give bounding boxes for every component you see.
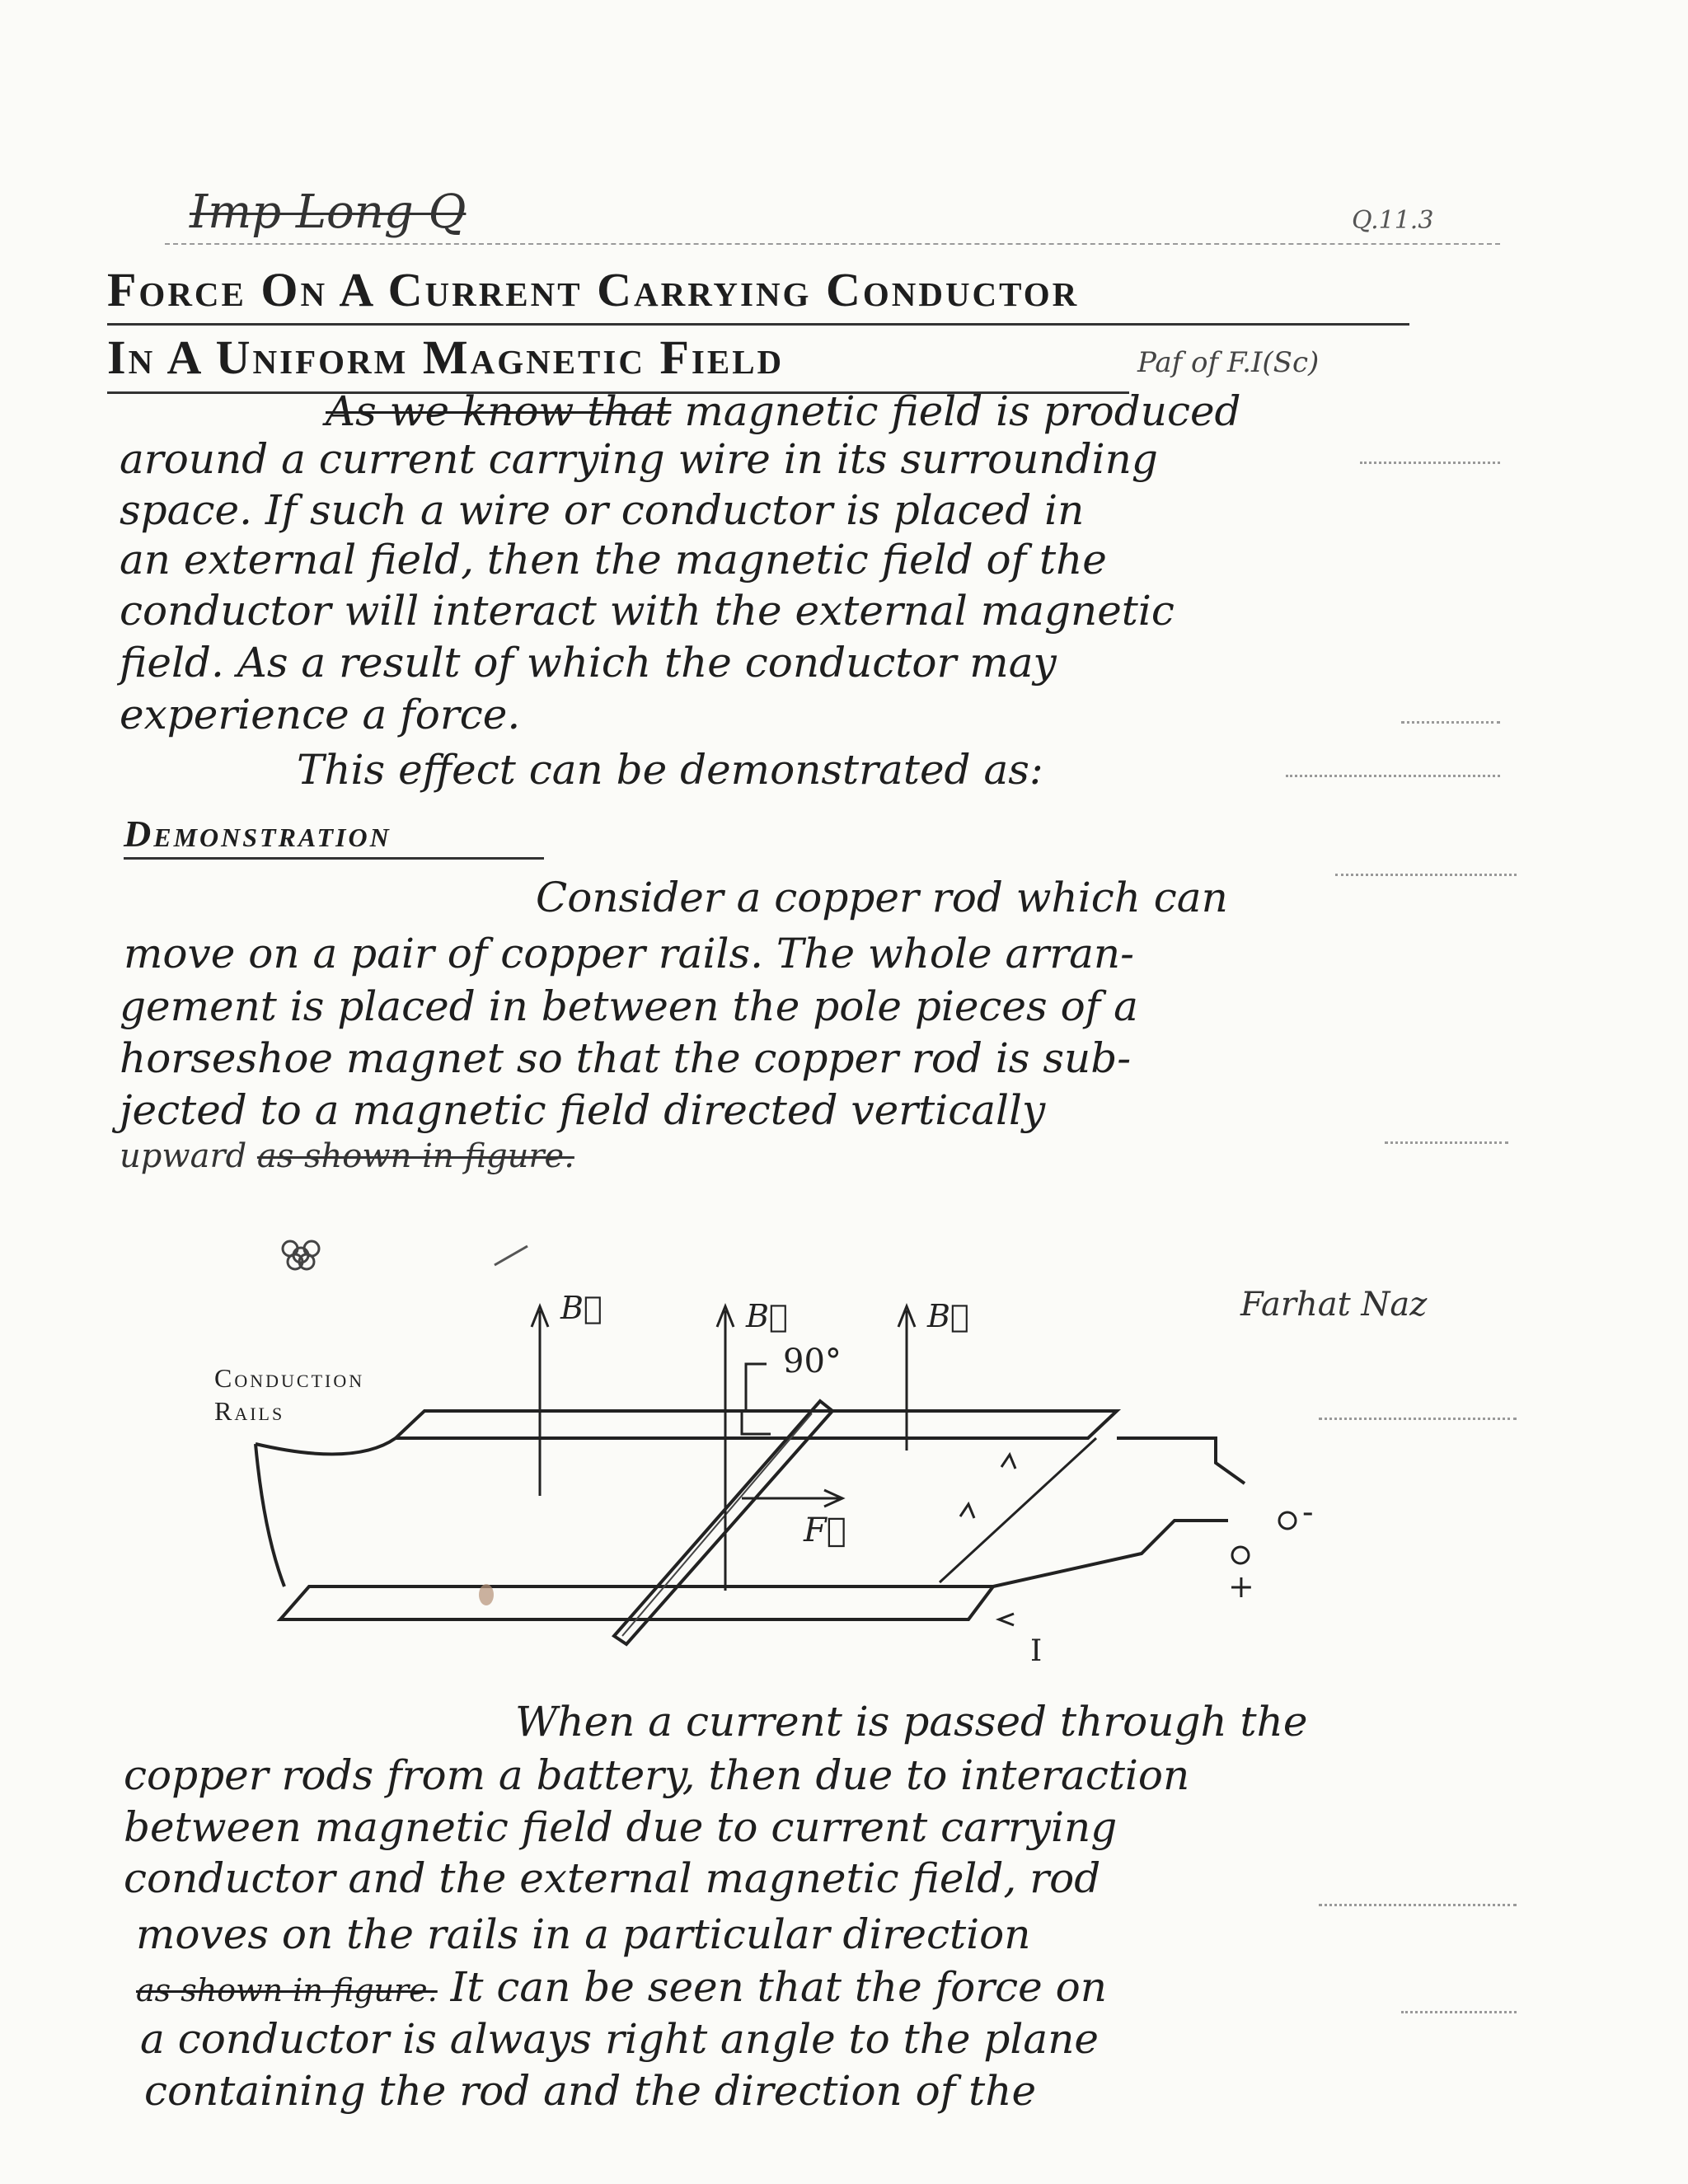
intro-line-3: space. If such a wire or conductor is placed in: [120, 486, 1085, 534]
intro-line-2: around a current carrying wire in its surrounding: [120, 435, 1158, 483]
demo-line-1: Consider a copper rod which can: [536, 874, 1228, 921]
demo-line-3: gement is placed in between the pole pieces of a: [120, 982, 1138, 1030]
demonstration-heading: Demonstration: [124, 813, 392, 855]
intro-line-6: field. As a result of which the conductor may: [120, 639, 1057, 687]
demo-intro-line: This effect can be demonstrated as:: [297, 746, 1043, 794]
intro-line-4: an external field, then the magnetic field of the: [120, 536, 1107, 583]
force-label: F⃗: [804, 1511, 846, 1549]
top-note-text: Imp Long Q: [190, 185, 467, 239]
page-ref: Q.11.3: [1352, 206, 1434, 235]
current-arrow-2: [960, 1504, 974, 1518]
conduction-rails-label: [214, 1361, 364, 1427]
ruled-dots-7: [1319, 1904, 1517, 1906]
demo-last-struck: as shown in figure.: [256, 1137, 574, 1175]
intro-text-1: magnetic field is produced: [684, 387, 1241, 435]
intro-struck: As we know that: [326, 387, 672, 435]
title-ref: Paf of F.I(Sc): [1137, 346, 1320, 379]
plus-terminal: [1232, 1547, 1249, 1563]
flower-doodle-icon: [283, 1241, 319, 1269]
angle-label: 90°: [783, 1343, 842, 1380]
pencil-mark: [495, 1246, 528, 1265]
field-label-1: B⃗: [560, 1290, 603, 1326]
copper-rod-centre: [622, 1413, 812, 1636]
demo-line-4: horseshoe magnet so that the copper rod is sub-: [120, 1034, 1132, 1082]
concl-line-7: a conductor is always right angle to the plane: [140, 2015, 1100, 2063]
plus-label: +: [1228, 1568, 1254, 1605]
ruled-dots-5: [1385, 1141, 1508, 1144]
smudge: [479, 1584, 494, 1605]
current-arrow-1: [1001, 1455, 1015, 1469]
base-outline: [256, 1438, 1245, 1586]
current-arrow-3: [999, 1614, 1014, 1625]
concl-after-struck: It can be seen that the force on: [450, 1963, 1107, 2011]
ruled-dots-8: [1401, 2011, 1517, 2013]
title-line-2: In A Uniform Magnetic Field: [107, 330, 785, 384]
front-rail: [280, 1586, 993, 1619]
concl-line-4: conductor and the external magnetic field, rod: [124, 1854, 1101, 1902]
ruled-dots-2: [1401, 721, 1500, 724]
concl-struck: as shown in figure.: [136, 1972, 438, 2008]
ruled-dots-6: [1319, 1418, 1517, 1420]
label-line-1: Conduction: [214, 1363, 365, 1393]
concl-line-1: When a current is passed through the: [515, 1698, 1308, 1746]
concl-line-3: between magnetic field due to current carrying: [124, 1803, 1118, 1851]
title-line-1: Force On A Current Carrying Conductor: [107, 263, 1080, 316]
field-label-2: B⃗: [746, 1298, 788, 1334]
concl-line-2: copper rods from a battery, then due to interaction: [124, 1751, 1190, 1799]
concl-line-8: containing the rod and the direction of the: [144, 2067, 1037, 2115]
demo-line-2: move on a pair of copper rails. The whole arran-: [124, 930, 1135, 977]
demo-last-plain: upward: [120, 1137, 247, 1175]
right-angle-marker: [746, 1364, 767, 1411]
field-label-3: B⃗: [927, 1298, 969, 1334]
current-label: I: [1030, 1634, 1043, 1668]
minus-terminal: [1279, 1512, 1296, 1529]
intro-line-7: experience a force.: [120, 691, 521, 738]
demo-line-5: jected to a magnetic field directed vertically: [120, 1086, 1046, 1134]
label-line-2: Rails: [214, 1396, 285, 1426]
field-arrows: [532, 1306, 915, 1591]
ruled-dots-3: [1286, 775, 1500, 777]
intro-line-5: conductor will interact with the external magnetic: [120, 587, 1175, 635]
signature: Farhat Naz: [1240, 1286, 1428, 1324]
concl-line-6: [136, 1963, 1107, 2011]
ruled-dots-4: [1335, 874, 1517, 876]
concl-line-5: moves on the rails in a particular direction: [136, 1910, 1031, 1958]
right-angle-box: [742, 1411, 771, 1434]
minus-label: -: [1302, 1493, 1314, 1531]
ruled-dots-1: [1360, 462, 1500, 464]
